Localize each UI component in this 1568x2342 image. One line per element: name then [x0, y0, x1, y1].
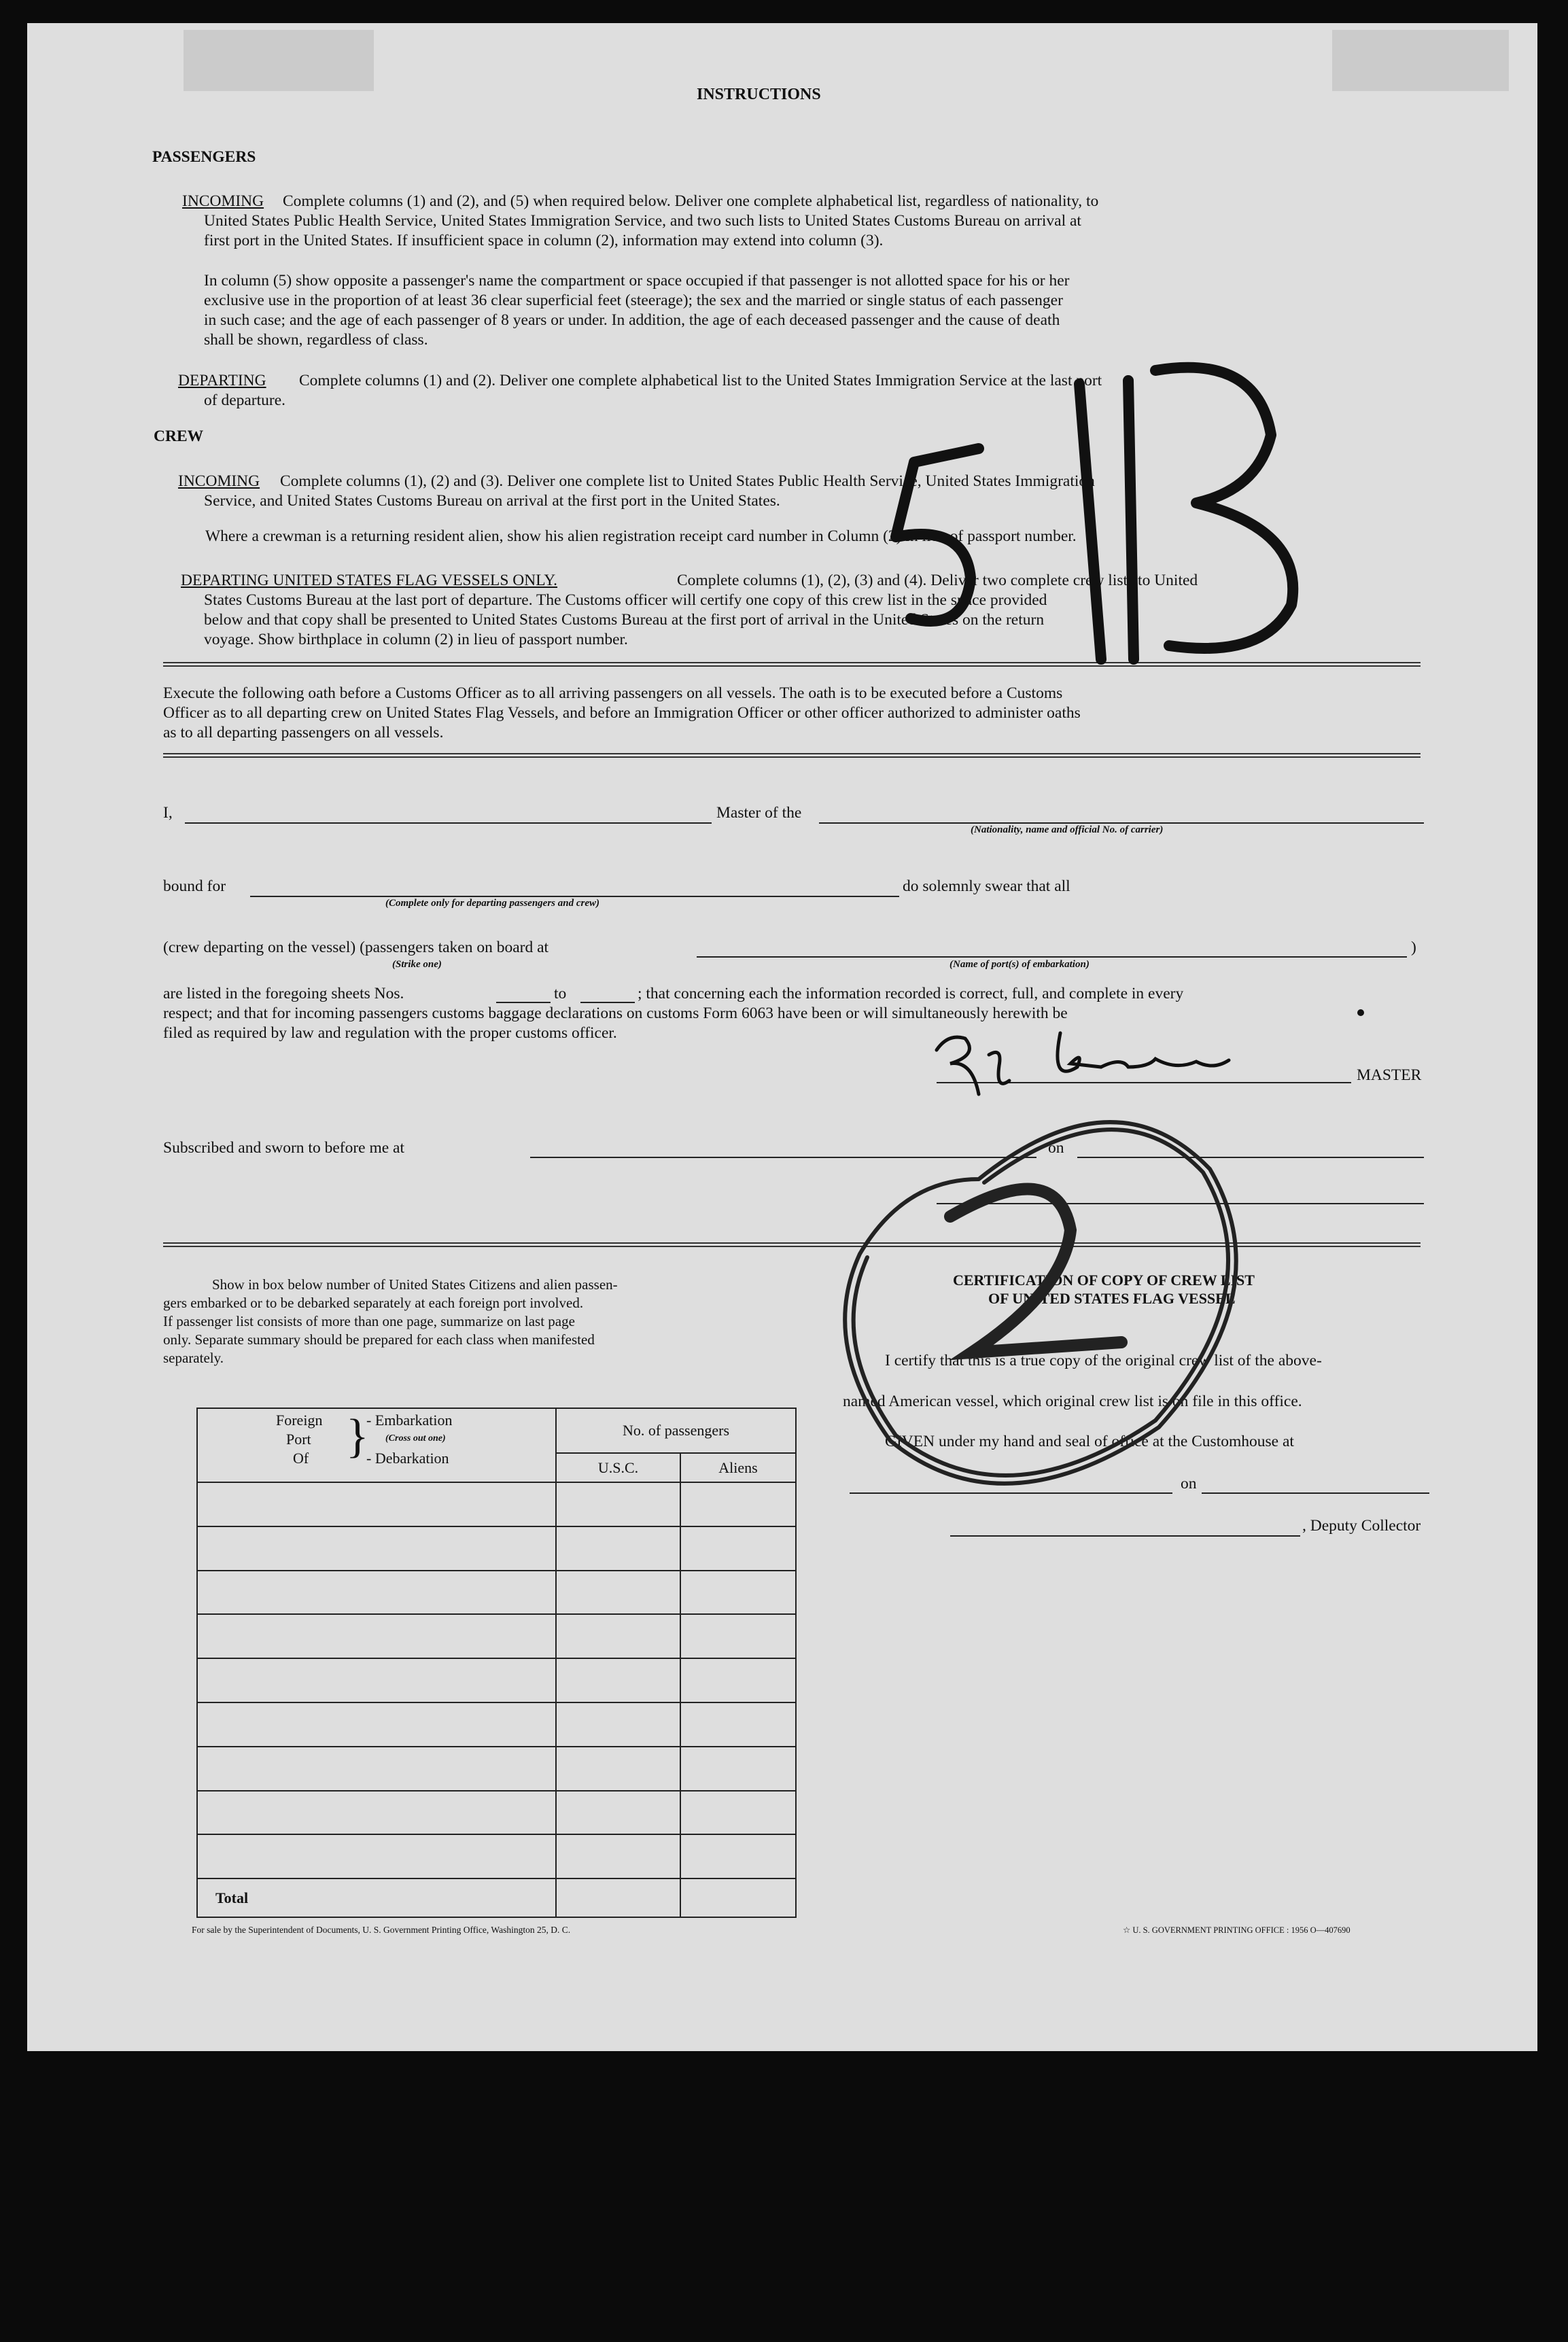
brace-glyph: } [346, 1410, 369, 1463]
handwritten-sheet-number [896, 368, 1293, 659]
footer-gpo-text: ☆ U. S. GOVERNMENT PRINTING OFFICE : 1956 O—407690 [1123, 1925, 1351, 1935]
passengers-incoming-text: Complete columns (1) and (2), and (5) when required below. Deliver one complete alphabetical list, regardless of nationality, to [283, 192, 1099, 210]
passengers-incoming-label: INCOMING [182, 192, 264, 210]
summary-instruction: only. Separate summary should be prepared for each class when manifested [163, 1331, 595, 1348]
master-label: MASTER [1357, 1066, 1422, 1084]
crew-departing-text: Complete columns (1), (2), (3) and (4). Deliver two complete crew lists to United [677, 572, 1198, 589]
passengers-column5-text: in such case; and the age of each passenger of 8 years or under. In addition, the age of each deceased passenger and the cause of death [204, 311, 1060, 329]
certification-text: I certify that this is a true copy of the original crew list of the above- [885, 1352, 1322, 1369]
total-label: Total [215, 1889, 249, 1906]
certification-on-label: on [1181, 1475, 1197, 1492]
ports-caption: (Name of port(s) of embarkation) [949, 959, 1090, 970]
crew-incoming-text: Service, and United States Customs Bureau on arrival at the first port in the United States. [204, 492, 780, 510]
crew-resident-alien-text: Where a crewman is a returning resident alien, show his alien registration receipt card number in Column (2) in lieu of passport number. [205, 527, 1077, 545]
passengers-departing-label: DEPARTING [178, 372, 266, 389]
certification-text: named American vessel, which original crew list is on file in this office. [843, 1393, 1302, 1410]
crew-departing-text: States Customs Bureau at the last port of departure. The Customs officer will certify one copy of this crew list in the space provided [204, 591, 1047, 609]
subscribed-label: Subscribed and sworn to before me at [163, 1139, 405, 1157]
crew-heading: CREW [154, 427, 204, 445]
passengers-column5-text: exclusive use in the proportion of at least 36 clear superficial feet (steerage); the sex and the married or single status of each passenger [204, 292, 1063, 309]
respect-text: respect; and that for incoming passengers customs baggage declarations on customs Form 6063 have been or will simultaneously herewith be [163, 1004, 1068, 1022]
master-of-the-label: Master of the [716, 804, 802, 822]
bound-for-label: bound for [163, 877, 226, 895]
debarkation-label: - Debarkation [366, 1450, 449, 1467]
summary-instruction: separately. [163, 1350, 224, 1366]
summary-instruction: If passenger list consists of more than one page, summarize on last page [163, 1313, 575, 1329]
complete-only-caption: (Complete only for departing passengers and crew) [385, 898, 599, 909]
oath-i-label: I, [163, 804, 173, 822]
cross-out-caption: (Cross out one) [385, 1433, 446, 1444]
crew-departing-text: voyage. Show birthplace in column (2) in lieu of passport number. [204, 631, 628, 648]
crew-departing-text: below and that copy shall be presented to United States Customs Bureau at the first port of arrival in the United States on the return [204, 611, 1045, 629]
passengers-column5-text: In column (5) show opposite a passenger's name the compartment or space occupied if that passenger is not allotted space for his or her [204, 272, 1070, 290]
summary-instruction: Show in box below number of United States Citizens and alien passen- [212, 1276, 618, 1293]
nationality-caption: (Nationality, name and official No. of carrier) [971, 824, 1164, 835]
handwritten-circled-number [845, 1122, 1236, 1484]
oath-intro-text: as to all departing passengers on all vessels. [163, 724, 444, 741]
embarkation-label: - Embarkation [366, 1412, 453, 1429]
listed-to-label: to [554, 985, 567, 1002]
no-of-passengers-label: No. of passengers [622, 1421, 730, 1439]
swear-text: do solemnly swear that all [903, 877, 1070, 895]
close-paren: ) [1411, 939, 1416, 956]
subscribed-on-label: on [1048, 1139, 1064, 1157]
oath-intro-text: Execute the following oath before a Customs Officer as to all arriving passengers on all vessels. The oath is to be executed before a Customs [163, 684, 1063, 702]
listed-sheets-prefix: are listed in the foregoing sheets Nos. [163, 985, 404, 1002]
crew-incoming-text: Complete columns (1), (2) and (3). Deliver one complete list to United States Public Health Service, United States Immigration [280, 472, 1095, 490]
passengers-incoming-text: United States Public Health Service, United States Immigration Service, and two such lists to United States Customs Bureau on arrival at [204, 212, 1081, 230]
footer-sale-text: For sale by the Superintendent of Documents, U. S. Government Printing Office, Washington 25, D. C. [192, 1925, 571, 1935]
of-label: Of [293, 1450, 309, 1467]
summary-instruction: gers embarked or to be debarked separately at each foreign port involved. [163, 1295, 584, 1311]
oath-intro-text: Officer as to all departing crew on United States Flag Vessels, and before an Immigration Officer or other officer authorized to administer oaths [163, 704, 1081, 722]
passengers-heading: PASSENGERS [152, 148, 256, 166]
given-text: GIVEN under my hand and seal of office at the Customhouse at [885, 1433, 1294, 1450]
foreign-label: Foreign [276, 1412, 323, 1429]
crew-departing-label: DEPARTING UNITED STATES FLAG VESSELS ONLY. [181, 572, 558, 589]
master-signature [937, 1033, 1229, 1094]
passengers-departing-text: of departure. [204, 391, 286, 409]
crew-departing-clause: (crew departing on the vessel) (passengers taken on board at [163, 939, 549, 956]
certification-title: CERTIFICATION OF COPY OF CREW LIST [953, 1272, 1255, 1289]
listed-sheets-suffix: ; that concerning each the information recorded is correct, full, and complete in every [638, 985, 1184, 1002]
passengers-column5-text: shall be shown, regardless of class. [204, 331, 428, 349]
deputy-collector-label: , Deputy Collector [1302, 1517, 1421, 1535]
usc-label: U.S.C. [597, 1458, 639, 1476]
port-label: Port [286, 1431, 311, 1448]
page-title: INSTRUCTIONS [697, 86, 821, 103]
crew-incoming-label: INCOMING [178, 472, 260, 490]
certification-title: OF UNITED STATES FLAG VESSEL [988, 1290, 1236, 1307]
passengers-departing-text: Complete columns (1) and (2). Deliver one complete alphabetical list to the United States Immigration Service at the last port [299, 372, 1102, 389]
passengers-incoming-text: first port in the United States. If insufficient space in column (2), information may extend into column (3). [204, 232, 884, 249]
filed-text: filed as required by law and regulation with the proper customs officer. [163, 1024, 617, 1042]
aliens-label: Aliens [718, 1458, 758, 1476]
strike-one-caption: (Strike one) [392, 959, 442, 970]
ink-dot [1357, 1009, 1364, 1016]
